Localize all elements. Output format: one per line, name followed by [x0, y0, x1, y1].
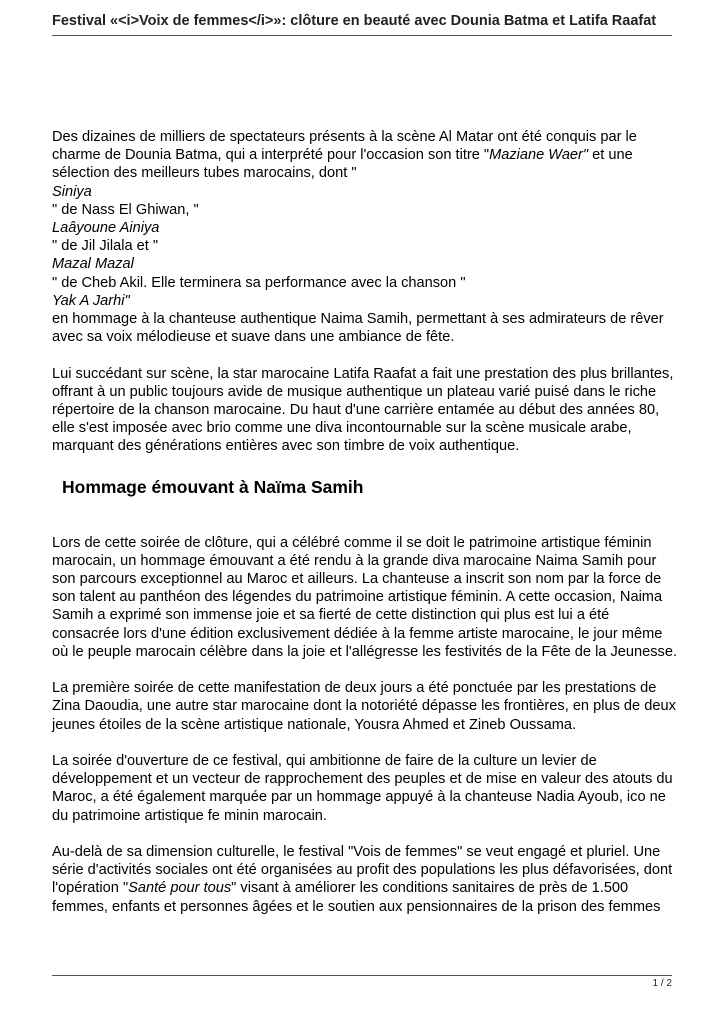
- paragraph-dounia-batma: [52, 128, 677, 346]
- song-title-siniya: Siniya: [52, 183, 92, 200]
- paragraph-soiree-ouverture: La soirée d'ouverture de ce festival, qui ambitionne de faire de la culture un levier de développement et un vecteur de rapprochement des peuples et de mise en valeur des atouts du Maroc, a été également marquée par un hommage appuyé à la chanteuse Nadia Ayoub, ico ne du patrimoine artistique fe minin marocain.: [52, 753, 673, 824]
- section-heading: Hommage émouvant à Naïma Samih: [62, 476, 364, 497]
- text-fragment: " visant à améliorer les conditions sanitaires de près de 1.500 femmes, enfants et personnes âgées et le soutien aux pensionnaires de la prison des femmes: [52, 880, 661, 915]
- song-title-maziane-waer: Maziane Waer": [489, 147, 589, 164]
- text-fragment: " de Nass El Ghiwan, ": [52, 201, 199, 218]
- text-fragment: " de Cheb Akil. Elle terminera sa performance avec la chanson ": [52, 274, 466, 291]
- paragraph-premiere-soiree: La première soirée de cette manifestation de deux jours a été ponctuée par les prestations de Zina Daoudia, une autre star marocaine dont la notoriété dépasse les frontières, en plus de deux jeunes étoiles de la scène artistique nationale, Yousra Ahmed et Zineb Oussama.: [52, 680, 676, 733]
- text-fragment: en hommage à la chanteuse authentique Naima Samih, permettant à ses admirateurs de rêver avec sa voix mélodieuse et suave dans une ambiance de fête.: [52, 311, 664, 346]
- song-title-mazal-mazal: Mazal Mazal: [52, 256, 134, 273]
- text-fragment: " de Jil Jilala et ": [52, 238, 159, 255]
- header-divider: [52, 35, 672, 36]
- operation-name: Santé pour tous: [128, 880, 232, 897]
- text-fragment: Des dizaines de milliers de spectateurs présents à la scène Al Matar ont été conquis par le charme de Dounia Batma, qui a interprété pour l'occasion son titre ": [52, 129, 637, 164]
- song-title-laayoune-ainiya: Laâyoune Ainiya: [52, 220, 160, 237]
- paragraph-dimension-sociale: [52, 843, 677, 916]
- paragraph-latifa-raafat: Lui succédant sur scène, la star marocaine Latifa Raafat a fait une prestation des plus brillantes, offrant à un public toujours avide de musique authentique un plateau varié puisé dans le riche répertoire de la chanson marocaine. Du haut d'une carrière entamée au début des années 80, elle s'est imposée avec brio comme une diva incontournable sur la scène musicale arabe, marquant des générations entières avec son timbre de voix authentique.: [52, 365, 674, 455]
- article-body: [52, 128, 677, 916]
- page-header-title: Festival «<i>Voix de femmes</i>»: clôture en beauté avec Dounia Batma et Latifa Raafat: [52, 13, 657, 29]
- footer-divider: [52, 975, 672, 976]
- text-fragment: Au-delà de sa dimension culturelle, le festival "Vois de femmes" se veut engagé et pluriel. Une série d'activités sociales ont été organisées au profit des populations les plus défavorisées, dont l'opération ": [52, 844, 673, 897]
- page-number: 1 / 2: [652, 978, 672, 989]
- paragraph-hommage: Lors de cette soirée de clôture, qui a célébré comme il se doit le patrimoine artistique féminin marocain, un hommage émouvant a été rendu à la grande diva marocaine Naima Samih pour son parcours exceptionnel au Maroc et ailleurs. La chanteuse a inscrit son nom par la force de son talent au panthéon des légendes du patrimoine artistique féminin. A cette occasion, Naima Samih a exprimé son immense joie et sa fierté de cette distinction qui plus est lui a été consacrée lors d'une édition exclusivement dédiée à la femme artiste marocaine, le jour même où le peuple marocain célèbre dans la joie et l'allégresse les festivités de la Fête de la Jeunesse.: [52, 534, 678, 660]
- song-title-yak-a-jarhi: Yak A Jarhi": [52, 292, 130, 309]
- text-fragment: et une sélection des meilleurs tubes marocains, dont ": [52, 147, 633, 182]
